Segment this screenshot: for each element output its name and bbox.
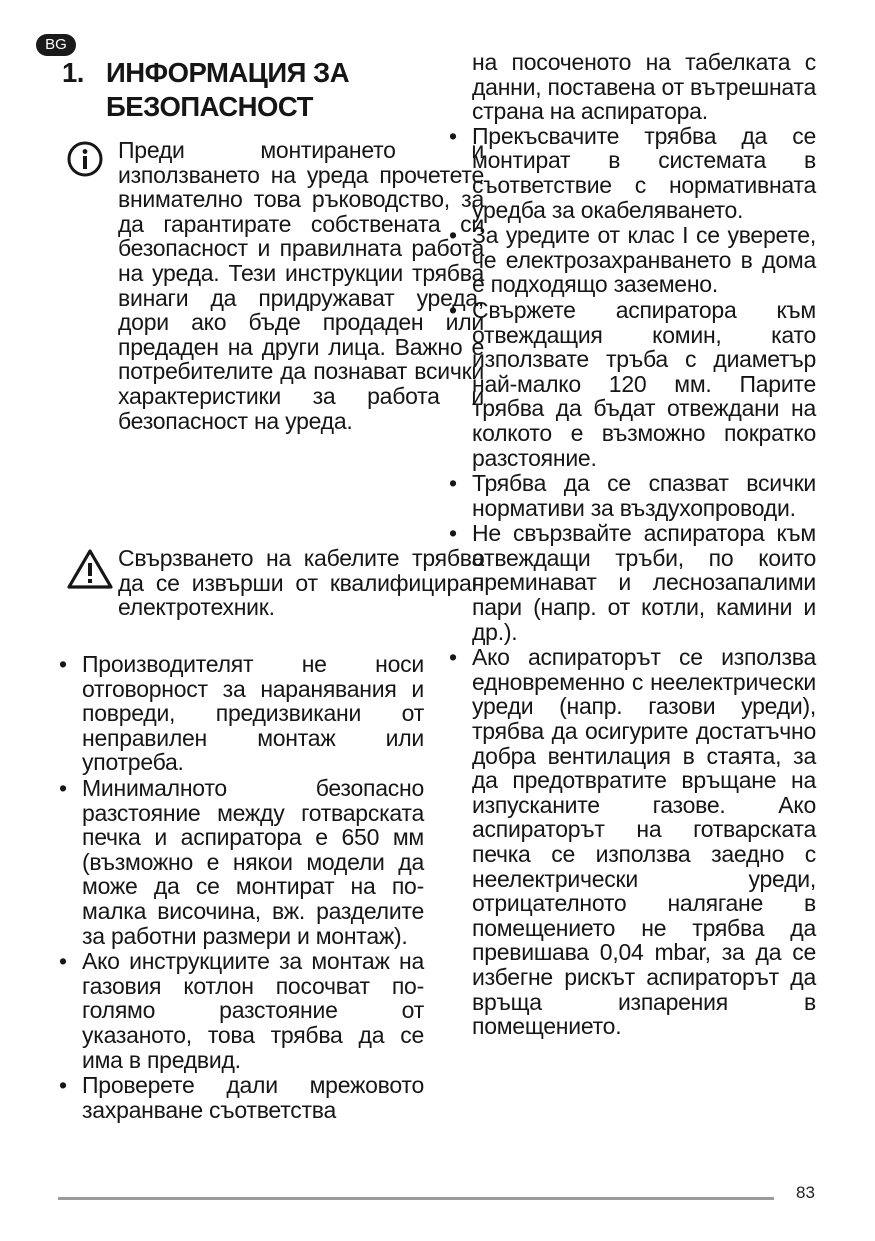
section-title: ИНФОРМАЦИЯ ЗА БЕЗОПАСНОСТ xyxy=(106,57,350,122)
list-item: • Трябва да се спазват всички нормативи за въздухопроводи. xyxy=(448,471,816,520)
footer-divider xyxy=(58,1197,774,1200)
continued-paragraph: на посоченото на табелката с данни, поставена от вътрешната страна на аспиратора. xyxy=(472,49,816,125)
list-item: • Прекъсвачите трябва да се монтират в системата в съответствие с нормативната уредба за окабеляването. xyxy=(448,124,816,222)
list-item: • Не свързвайте аспиратора към отвеждащи тръби, по които преминават и леснозапалими пари (напр. от котли, камини и др.). xyxy=(448,521,816,644)
right-bullet-list xyxy=(448,124,816,1039)
section-heading xyxy=(62,56,422,124)
info-icon xyxy=(66,140,106,185)
list-item: • Ако аспираторът се използва едновременно с неелектрически уреди (напр. газови уреди), трябва да осигурите достатъчно добра вентилация в стаята, за да предотвратите връщане на изпусканите газове. Ако аспираторът на готварската печка се използва заедно с неелектрически уреди, отрицателното налягане в помещението не трябва да превишава 0,04 mbar, за да се избегне рискът аспираторът да връща изпарения в помещението. xyxy=(448,645,816,1039)
list-item: • Ако инструкциите за монтаж на газовия котлон посочват по-голямо разстояние от указаното, това трябва да се има в предвид. xyxy=(58,949,424,1072)
warning-icon xyxy=(66,548,114,595)
right-column xyxy=(448,50,816,1040)
list-item: • Производителят не носи отговорност за наранявания и повреди, предизвикани от неправилен монтаж или употреба. xyxy=(58,652,424,775)
info-note-text: Преди монтирането и използването на уреда прочетете внимателно това ръководство, за да гарантирате собствената си безопасност и правилната работа на уреда. Тези инструкции трябва винаги да придружават уреда, дори ако бъде продаден или предаден на други лица. Важно е потребителите да познават всички характеристики за работа и безопасност на уреда. xyxy=(118,137,484,434)
page-number: 83 xyxy=(796,1183,815,1202)
language-badge: BG xyxy=(36,34,76,56)
list-item: • Минималното безопасно разстояние между готварската печка и аспиратора е 650 мм (възможно е някои модели да може да се монтират на по-малка височина, вж. разделите за работни размери и монтаж). xyxy=(58,776,424,948)
list-item: • Проверете дали мрежовото захранване съответства xyxy=(58,1073,424,1122)
warning-note-text: Свързването на кабелите трябва да се извърши от квалифициран електротехник. xyxy=(118,545,484,621)
info-note xyxy=(58,138,484,433)
section-number: 1. xyxy=(62,57,84,88)
left-bullet-list xyxy=(58,652,424,1123)
warning-note xyxy=(58,546,484,620)
list-item: • Свържете аспиратора към отвеждащия комин, като използвате тръба с диаметър най-малко 120 мм. Парите трябва да бъдат отвеждани на колкото е възможно пократко разстояние. xyxy=(448,298,816,470)
list-item: • За уредите от клас I се уверете, че електрозахранването в дома е подходящо заземено. xyxy=(448,223,816,297)
